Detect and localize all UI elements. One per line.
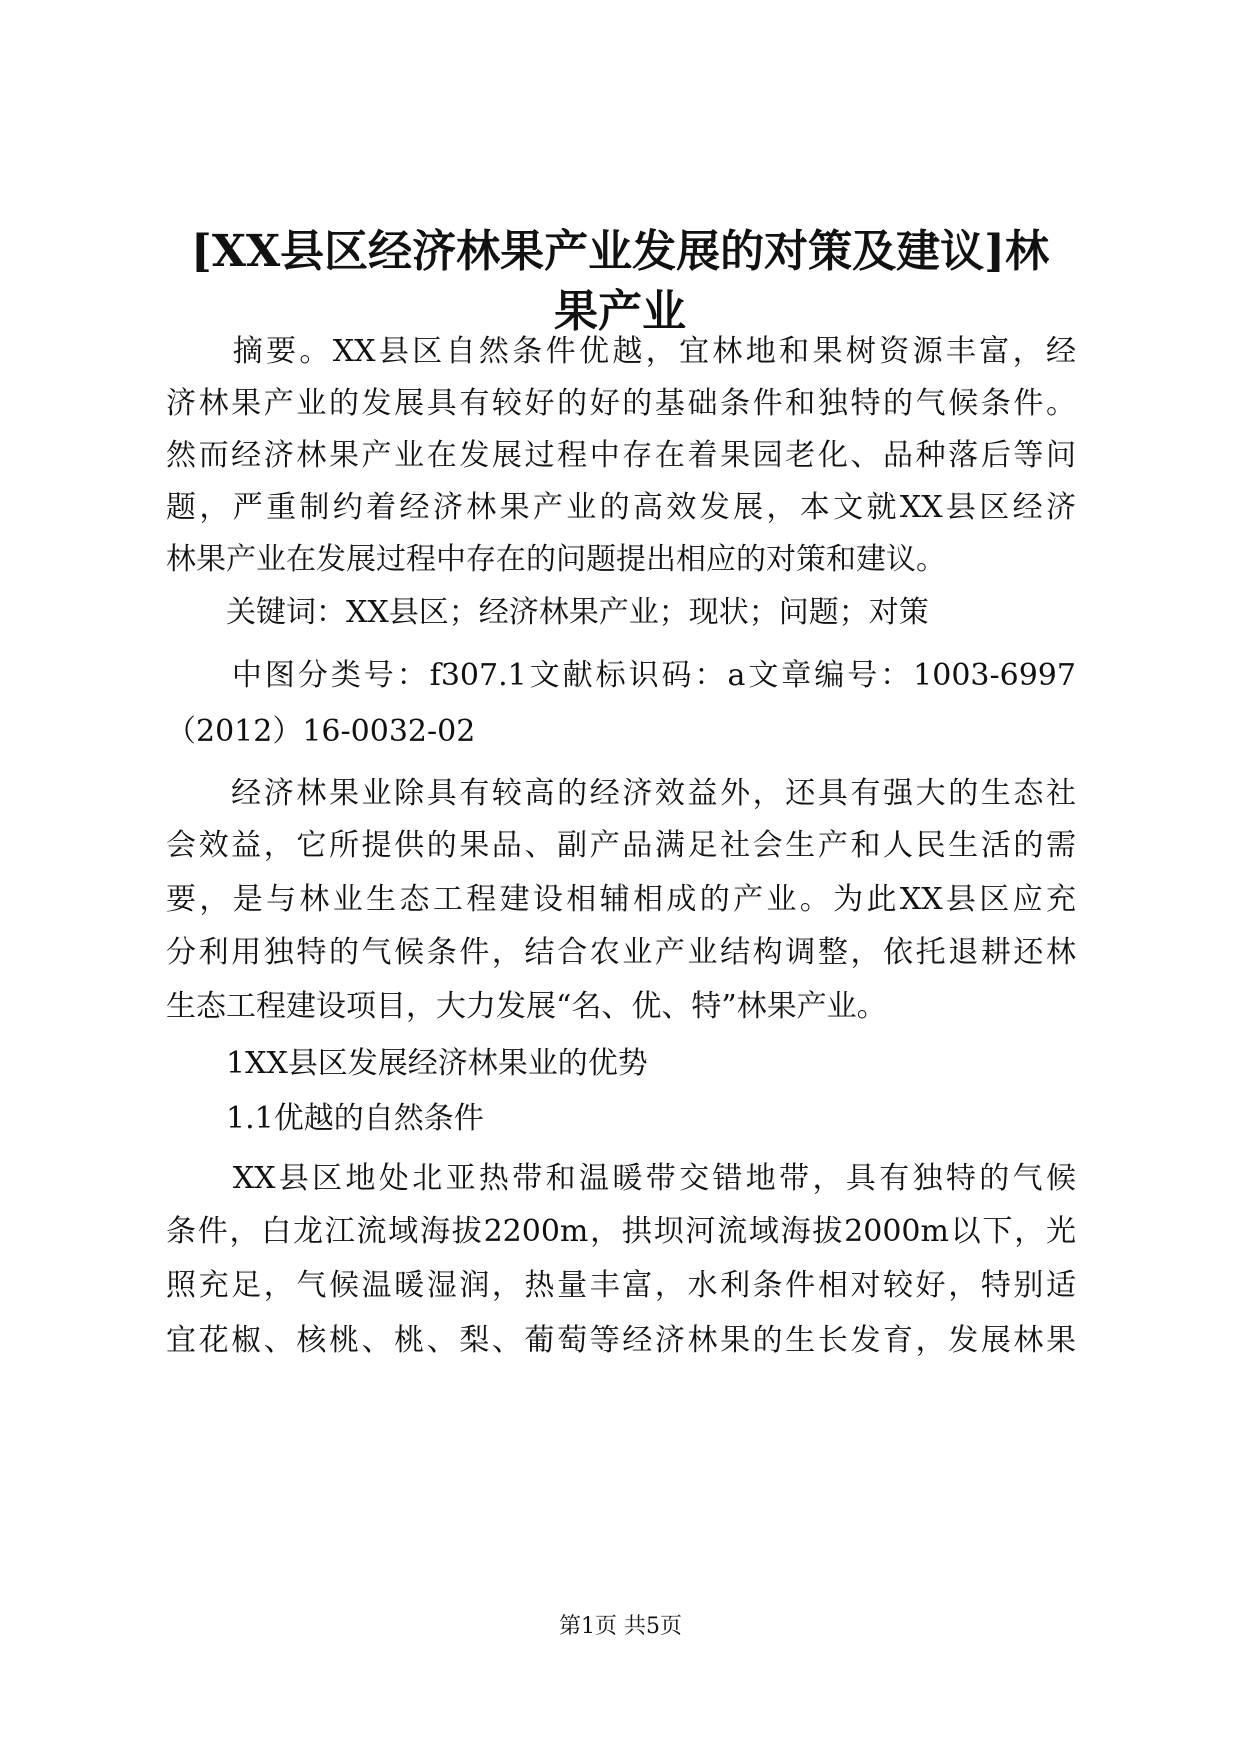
classification-line: 中图分类号：f307.1文献标识码：a文章编号：1003-6997	[166, 658, 1076, 693]
keywords-line: 关键词：XX县区；经济林果产业；现状；问题；对策	[166, 595, 929, 630]
section-heading: 1XX县区发展经济林果业的优势	[166, 1046, 648, 1081]
document-title-line-1: [XX县区经济林果产业发展的对策及建议]林	[191, 226, 1049, 277]
body-line: 照充足，气候温暖湿润，热量丰富，水利条件相对较好，特别适	[166, 1268, 1076, 1303]
body-line: 条件，白龙江流域海拔2200m，拱坝河流域海拔2000m以下，光	[166, 1214, 1076, 1249]
body-line: 生态工程建设项目，大力发展“名、优、特”林果产业。	[166, 989, 887, 1024]
document-title-line-2: 果产业	[554, 286, 686, 337]
body-line: 摘要。XX县区自然条件优越，宜林地和果树资源丰富，经	[166, 334, 1076, 369]
classification-line-cont: （2012）16-0032-02	[166, 714, 476, 749]
page-number-footer: 第1页 共5页	[559, 1614, 682, 1639]
body-line: 然而经济林果产业在发展过程中存在着果园老化、品种落后等问	[166, 438, 1076, 473]
body-line: 分利用独特的气候条件，结合农业产业结构调整，依托退耕还林	[166, 935, 1076, 970]
body-line: 林果产业在发展过程中存在的问题提出相应的对策和建议。	[166, 542, 946, 577]
body-line: 济林果产业的发展具有较好的好的基础条件和独特的气候条件。	[166, 386, 1076, 421]
body-line: 宜花椒、核桃、桃、梨、葡萄等经济林果的生长发育，发展林果	[166, 1323, 1076, 1358]
body-line: 经济林果业除具有较高的经济效益外，还具有强大的生态社	[166, 776, 1076, 811]
subsection-heading: 1.1优越的自然条件	[166, 1101, 484, 1136]
body-line: 会效益，它所提供的果品、副产品满足社会生产和人民生活的需	[166, 828, 1076, 863]
body-line: 题，严重制约着经济林果产业的高效发展，本文就XX县区经济	[166, 490, 1076, 525]
body-line: XX县区地处北亚热带和温暖带交错地带，具有独特的气候	[166, 1161, 1076, 1196]
body-line: 要，是与林业生态工程建设相辅相成的产业。为此XX县区应充	[166, 882, 1076, 917]
